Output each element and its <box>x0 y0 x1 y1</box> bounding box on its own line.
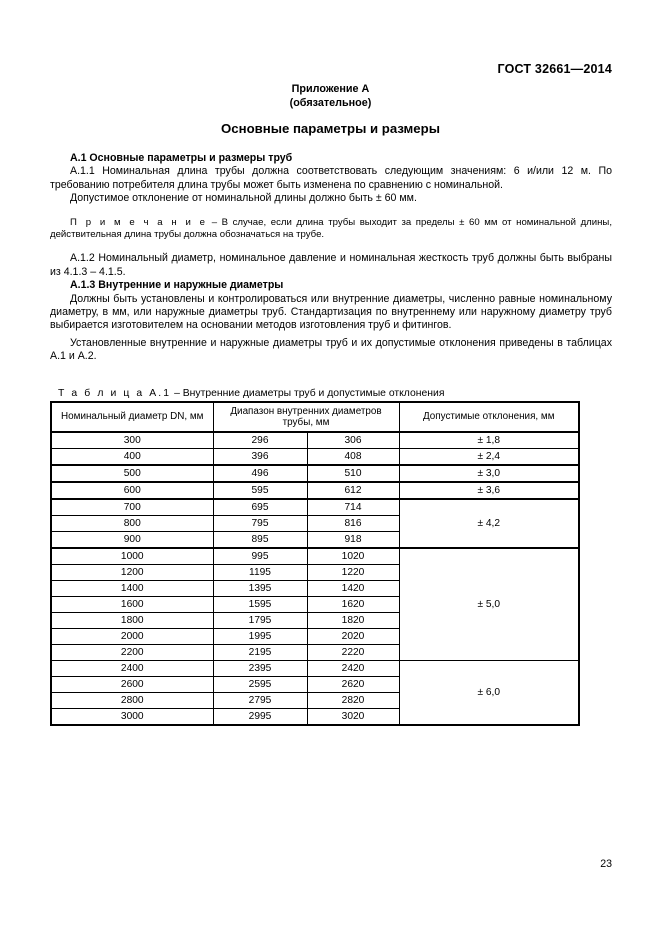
cell-nominal-diameter: 700 <box>51 499 213 516</box>
cell-diameter-max: 2220 <box>307 645 399 661</box>
cell-nominal-diameter: 2800 <box>51 693 213 709</box>
cell-diameter-max: 714 <box>307 499 399 516</box>
spacer <box>50 241 612 252</box>
cell-nominal-diameter: 1000 <box>51 548 213 565</box>
cell-diameter-max: 3020 <box>307 709 399 726</box>
cell-nominal-diameter: 500 <box>51 465 213 482</box>
cell-nominal-diameter: 800 <box>51 516 213 532</box>
cell-nominal-diameter: 1400 <box>51 581 213 597</box>
cell-diameter-max: 918 <box>307 532 399 549</box>
table-caption-label: Т а б л и ц а А.1 <box>58 388 172 399</box>
table-row <box>51 432 579 449</box>
cell-diameter-min: 2395 <box>213 661 307 677</box>
cell-nominal-diameter: 400 <box>51 449 213 466</box>
paragraph-a11-second: Допустимое отклонение от номинальной длины должно быть ± 60 мм. <box>70 192 417 205</box>
section-a1-heading: А.1 Основные параметры и размеры труб <box>70 152 293 164</box>
table-container <box>50 401 578 726</box>
cell-diameter-min: 2795 <box>213 693 307 709</box>
table-row <box>51 548 579 565</box>
cell-deviation: ± 3,0 <box>399 465 579 482</box>
cell-diameter-min: 895 <box>213 532 307 549</box>
cell-diameter-max: 816 <box>307 516 399 532</box>
paragraph-a11: А.1.1 Номинальная длина трубы должна соответствовать следующим значениям: 6 и/или 12 м. По требованию потребителя длина трубы может быть изменена по сравнению с номинальной. <box>50 165 612 191</box>
cell-diameter-min: 296 <box>213 432 307 449</box>
spacer <box>50 206 612 217</box>
table-row <box>51 449 579 466</box>
table-row <box>51 465 579 482</box>
col-header-deviation: Допустимые отклонения, мм <box>399 402 579 432</box>
table-head <box>51 402 579 432</box>
cell-diameter-max: 1220 <box>307 565 399 581</box>
cell-diameter-max: 306 <box>307 432 399 449</box>
cell-diameter-min: 2595 <box>213 677 307 693</box>
appendix-label: Приложение А <box>291 83 370 95</box>
standard-header: ГОСТ 32661—2014 <box>497 62 612 76</box>
cell-diameter-min: 1995 <box>213 629 307 645</box>
cell-diameter-min: 995 <box>213 548 307 565</box>
paragraph-a12: А.1.2 Номинальный диаметр, номинальное давление и номинальная жесткость труб должны быть выбраны из 4.1.3 – 4.1.5. <box>50 252 612 278</box>
cell-nominal-diameter: 2600 <box>51 677 213 693</box>
cell-diameter-max: 2820 <box>307 693 399 709</box>
cell-diameter-max: 1620 <box>307 597 399 613</box>
cell-deviation: ± 2,4 <box>399 449 579 466</box>
cell-nominal-diameter: 1800 <box>51 613 213 629</box>
cell-diameter-min: 595 <box>213 482 307 499</box>
cell-nominal-diameter: 2200 <box>51 645 213 661</box>
table-header-row <box>51 402 579 432</box>
cell-diameter-max: 408 <box>307 449 399 466</box>
table-row <box>51 499 579 516</box>
col-header-inner-diameter-range: Диапазон внутренних диаметров трубы, мм <box>213 402 399 432</box>
cell-deviation: ± 6,0 <box>399 661 579 726</box>
paragraph-a13-second: Установленные внутренние и наружные диаметры труб и их допустимые отклонения приведены в таблицах А.1 и А.2. <box>50 336 612 363</box>
cell-diameter-min: 1795 <box>213 613 307 629</box>
cell-deviation: ± 1,8 <box>399 432 579 449</box>
cell-diameter-min: 2195 <box>213 645 307 661</box>
cell-diameter-max: 1820 <box>307 613 399 629</box>
cell-nominal-diameter: 2000 <box>51 629 213 645</box>
cell-diameter-min: 1195 <box>213 565 307 581</box>
pipe-diameter-table <box>50 401 580 726</box>
cell-deviation: ± 5,0 <box>399 548 579 661</box>
table-body <box>51 432 579 725</box>
table-caption-text: – Внутренние диаметры труб и допустимые отклонения <box>171 388 445 399</box>
cell-diameter-min: 695 <box>213 499 307 516</box>
cell-nominal-diameter: 600 <box>51 482 213 499</box>
table-row <box>51 661 579 677</box>
paragraph-a13: Должны быть установлены и контролироваться или внутренние диаметры, численно равные номинальному диаметру, в мм, или наружные диаметры труб. Стандартизация по внутреннему или наружному диаметру труб выбирается изготовителем на основании методов изготовления труб и фитингов. <box>50 292 612 332</box>
cell-diameter-min: 795 <box>213 516 307 532</box>
cell-diameter-min: 2995 <box>213 709 307 726</box>
section-a13-heading: А.1.3 Внутренние и наружные диаметры <box>70 279 284 292</box>
cell-nominal-diameter: 1600 <box>51 597 213 613</box>
cell-nominal-diameter: 3000 <box>51 709 213 726</box>
cell-deviation: ± 3,6 <box>399 482 579 499</box>
cell-diameter-max: 1420 <box>307 581 399 597</box>
body-content <box>50 152 612 364</box>
cell-diameter-min: 496 <box>213 465 307 482</box>
table-row <box>51 482 579 499</box>
cell-diameter-min: 1395 <box>213 581 307 597</box>
note-text: – В случае, если длина трубы выходит за пределы ± 60 мм от номинальной длины, действительная длина трубы должна обозначаться на трубе. <box>50 216 612 241</box>
note-label: П р и м е ч а н и е <box>70 216 208 228</box>
cell-diameter-max: 1020 <box>307 548 399 565</box>
page-number: 23 <box>600 858 612 870</box>
cell-nominal-diameter: 2400 <box>51 661 213 677</box>
appendix-type: (обязательное) <box>289 97 372 109</box>
cell-nominal-diameter: 900 <box>51 532 213 549</box>
cell-diameter-max: 2420 <box>307 661 399 677</box>
cell-diameter-max: 612 <box>307 482 399 499</box>
cell-diameter-max: 510 <box>307 465 399 482</box>
note-block <box>50 217 612 242</box>
cell-diameter-min: 396 <box>213 449 307 466</box>
cell-diameter-max: 2020 <box>307 629 399 645</box>
table-caption <box>58 388 444 399</box>
appendix-title-block <box>0 82 661 110</box>
cell-diameter-max: 2620 <box>307 677 399 693</box>
page-title: Основные параметры и размеры <box>221 121 440 136</box>
cell-diameter-min: 1595 <box>213 597 307 613</box>
cell-nominal-diameter: 1200 <box>51 565 213 581</box>
cell-nominal-diameter: 300 <box>51 432 213 449</box>
cell-deviation: ± 4,2 <box>399 499 579 548</box>
col-header-nominal-diameter: Номинальный диаметр DN, мм <box>51 402 213 432</box>
